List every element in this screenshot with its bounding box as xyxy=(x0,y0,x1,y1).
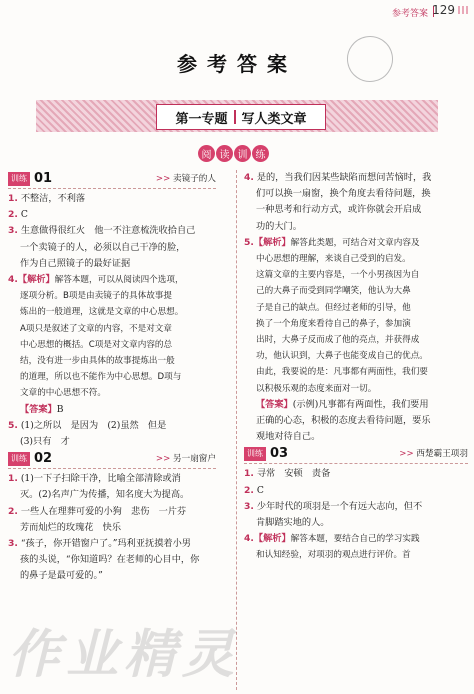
answer-2: 2. 一些人在理葬可爱的小狗 悲伤 一片芬 xyxy=(8,505,187,517)
section-char: 读 xyxy=(216,145,233,162)
topic-name: 第一专题 xyxy=(175,111,228,127)
explanation-line: 出时，大鼻子反而成了他的亮点，并获得成 xyxy=(256,335,420,346)
answer-2-line: 芳而灿烂的玫瑰花 快乐 xyxy=(20,521,122,533)
topic-category: 写人类文章 xyxy=(241,111,307,127)
explanation-line: 己的大鼻子而受到同学嘲笑，他认为大鼻 xyxy=(256,286,411,297)
left-column xyxy=(8,170,216,585)
answer-5-line: (3)只有 才 xyxy=(20,436,70,448)
answer-1-line: 灭。(2)名声广为传播，知名度大为提高。 xyxy=(20,489,190,501)
answer-3-line: 一个卖镜子的人，必须以自己干净的脸， xyxy=(20,241,186,253)
practice-number: 01 xyxy=(34,170,53,186)
page-title: 参考答案 xyxy=(177,52,297,76)
answer-5-line: 观地对待自己。 xyxy=(256,431,321,443)
answer-2: 2. C xyxy=(244,484,264,496)
section-char: 练 xyxy=(252,145,269,162)
practice-header-01: 训练 01 >> 卖镜子的人 xyxy=(8,170,216,189)
answer-4: 4. 是的，当我们因某些缺陷而想问苦恼时，我 xyxy=(244,172,432,183)
explanation-line: 文章的中心思想不符。 xyxy=(20,388,106,399)
answer-3-line: 肯脚踏实地的人。 xyxy=(256,517,330,529)
answer-5: 5. (1)之所以 是因为 (2)虽然 但是 xyxy=(8,419,167,431)
section-title xyxy=(198,145,269,162)
practice-badge: 训练 xyxy=(8,452,30,466)
answer-3: 3. 生意做得很红火 他一不注意梳洗收拾自己 xyxy=(8,225,196,237)
answer-3: 3. 少年时代的项羽是一个有远大志向，但不 xyxy=(244,500,423,512)
explanation-line: 这篇文章的主要内容是，一个小男孩因为自 xyxy=(256,270,420,281)
practice-title: 另一扇窗户 xyxy=(173,454,216,465)
section-char: 训 xyxy=(234,145,251,162)
answer-2: 2. C xyxy=(8,209,28,221)
section-char: 阅 xyxy=(198,145,215,162)
practice-title: 卖镜子的人 xyxy=(173,173,216,184)
header-label: 参考答案 xyxy=(391,9,428,19)
explanation-line: 由此，我要说的是：凡事都有两面性，我们要 xyxy=(256,367,428,378)
answer-5: 5.【解析】解答此类题，可结合对文章内容及 xyxy=(244,236,420,248)
practice-badge: 训练 xyxy=(8,172,30,186)
explanation-line: 和认知经验，对项羽的观点进行评价。首 xyxy=(256,550,411,561)
topic-banner-box xyxy=(156,104,326,130)
practice-number: 03 xyxy=(270,446,289,462)
page-number: 129 xyxy=(432,3,455,17)
answer-3: 3. “孩子，你开错窗户了。”玛利亚抚摸着小男 xyxy=(8,538,191,550)
explanation-line: 中心思想的概括。C项是对文章内容的总 xyxy=(20,339,173,350)
answer-1: 1. (1)一下子扫除干净，比喻全部清除或消 xyxy=(8,473,181,485)
practice-title: 西楚霸王项羽 xyxy=(416,449,468,460)
explanation-line: 的道理，所以也不能作为中心思想。D项与 xyxy=(20,372,182,383)
answer-4-result: 【答案】B xyxy=(20,403,64,415)
watermark: 作业精灵 xyxy=(8,624,241,685)
header-decoration xyxy=(458,6,470,14)
explanation-line: 结，没有进一步由具体的故事提炼出一般 xyxy=(20,356,175,367)
explanation-line: 中心思想的理解，来谈自己受到的启发。 xyxy=(256,254,411,265)
right-column xyxy=(244,170,468,564)
practice-header-02: 训练 02 >> 另一扇窗户 xyxy=(8,450,216,469)
practice-number: 02 xyxy=(34,451,53,467)
practice-badge: 训练 xyxy=(244,447,266,461)
answer-5-line: 正确的心态，积极的态度去看待问题，要乐 xyxy=(256,415,431,427)
explanation-line: 功，他认识到，大鼻子也能变成自己的优点。 xyxy=(256,351,428,362)
explanation-line: 逐项分析。B项是由卖镜子的具体故事提 xyxy=(20,291,172,302)
explanation-line: 以积极乐观的态度来面对一切。 xyxy=(256,383,377,394)
stamp-seal xyxy=(343,32,396,85)
answer-4-line: 功的大门。 xyxy=(256,220,302,232)
answer-4-line: 们可以换一扇窗，换个角度去看待问题，换 xyxy=(256,188,431,200)
explanation-line: A项只是叙述了文章的内容，不是对文章 xyxy=(20,323,172,334)
banner-divider xyxy=(234,110,236,124)
answer-1: 1. 寻常 安顿 责备 xyxy=(244,468,331,480)
explanation-line: 换了一个角度来看待自己的鼻子，参加演 xyxy=(256,318,411,329)
answer-3-line: 孩的头说，“你知道吗？在老师的心目中，你 xyxy=(20,554,200,566)
answer-4: 4.【解析】解答本题，可以从阅读四个选项， xyxy=(8,274,184,286)
answer-5-result: 【答案】(示例)凡事都有两面性，我们要用 xyxy=(256,398,429,410)
answer-4-line: 一种思考和行动方式，或许你就会开启成 xyxy=(256,204,422,216)
answer-4: 4.【解析】解答本题，要结合自己的学习实践 xyxy=(244,533,420,545)
explanation-line: 子是自己的缺点。但经过老师的引导，他 xyxy=(256,302,411,313)
practice-header-03: 训练 03 >> 西楚霸王项羽 xyxy=(244,445,468,464)
answer-3-line: 的鼻子是最可爱的。” xyxy=(20,570,103,582)
answer-1: 1. 不整洁，不利落 xyxy=(8,193,86,204)
explanation-line: 炼出的一般道理，这就是文章的中心思想。 xyxy=(20,307,184,318)
answer-3-line: 作为自己照镜子的最好证据 xyxy=(20,257,131,269)
